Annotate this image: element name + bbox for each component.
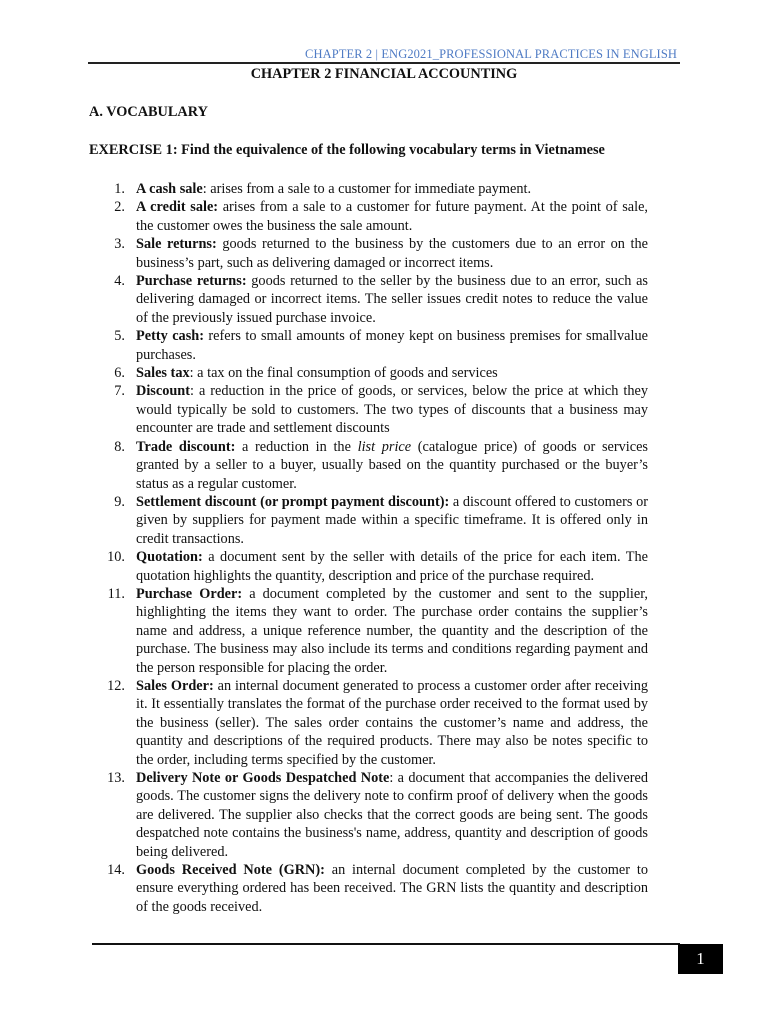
list-item	[90, 493, 648, 548]
item-definition: arises from a sale to a customer for future payment. At the point of sale, the customer owes the business the sale amount.	[136, 199, 648, 234]
item-term: Purchase Order:	[136, 585, 243, 602]
item-number: 12.	[107, 677, 125, 694]
item-definition: a discount offered to customers or given by suppliers for payment made within a specific timeframe. It is offered only in credit transactions.	[136, 493, 648, 547]
footer-divider	[92, 943, 680, 945]
list-item	[90, 327, 648, 364]
list-item	[90, 585, 648, 677]
item-definition: : arises from a sale to a customer for immediate payment.	[202, 181, 532, 197]
item-definition: refers to small amounts of money kept on business premises for smallvalue purchases.	[136, 328, 648, 363]
item-term: Sales tax	[136, 365, 190, 382]
item-term: Trade discount:	[136, 438, 236, 455]
item-number: 14.	[107, 862, 125, 879]
item-term: Petty cash:	[136, 328, 204, 345]
page-number: 1	[678, 944, 723, 974]
item-definition: : a document that accompanies the delivered goods. The customer signs the delivery note to confirm proof of delivery when the goods are delivered. The supplier also checks that the correct goods are being sent. The goods despatched note contains the business's name, address, quantity and description of goods being delivered.	[136, 770, 648, 860]
list-item	[90, 272, 648, 327]
section-heading: A. VOCABULARY	[89, 104, 208, 120]
item-definition: (catalogue price) of goods or services granted by a seller to a buyer, usually based on the quantity purchased or the buyer’s status as a regular customer.	[136, 438, 649, 492]
list-item	[90, 861, 648, 916]
item-definition: an internal document generated to process a customer order after receiving it. It essentially translates the format of the purchase order received to the format used by the business (seller). The sales order contains the customer’s name and address, the quantity and descriptions of the required products. There may also be notes specific to the order, including terms specified by the customer.	[136, 677, 648, 768]
list-item	[90, 180, 648, 198]
item-term: Purchase returns:	[136, 273, 247, 290]
item-term: Discount	[136, 383, 191, 400]
item-number: 2.	[114, 199, 125, 216]
item-number: 1.	[114, 181, 125, 197]
item-term: Sale returns:	[136, 236, 217, 253]
item-term: Delivery Note or Goods Despatched Note	[136, 770, 390, 786]
item-definition: : a reduction in the price of goods, or services, below the price at which they would typically be sold to customers. The two types of discounts that a business may encounter are trade and settlement discounts	[136, 383, 648, 437]
item-definition: goods returned to the seller by the business due to an error, such as delivering damaged or incorrect items. The seller issues credit notes to reduce the value of the previously issued purchase invoice.	[136, 273, 648, 326]
item-term: A cash sale	[136, 181, 203, 197]
running-header: CHAPTER 2 | ENG2021_PROFESSIONAL PRACTICES IN ENGLISH	[305, 47, 677, 61]
item-term: Quotation:	[136, 549, 203, 566]
list-item	[90, 677, 648, 769]
item-number: 9.	[114, 493, 125, 510]
chapter-title: CHAPTER 2 FINANCIAL ACCOUNTING	[250, 66, 518, 82]
item-definition: a document completed by the customer and sent to the supplier, highlighting the items they want to order. The purchase order contains the supplier’s name and address, a unique reference number, the quantity and the description of the purchase. The business may also include its terms and conditions regarding payment and the person responsible for placing the order.	[136, 585, 649, 676]
item-term: Settlement discount (or prompt payment discount):	[136, 493, 450, 510]
item-number: 5.	[114, 328, 125, 345]
item-number: 11.	[107, 585, 125, 602]
item-number: 10.	[107, 549, 125, 566]
item-definition: goods returned to the business by the customers due to an error on the business’s part, such as delivering damaged or incorrect items.	[136, 236, 648, 271]
vocabulary-list	[90, 180, 648, 916]
list-item	[90, 382, 648, 437]
item-number: 6.	[114, 365, 125, 382]
item-number: 4.	[114, 273, 125, 290]
item-definition-lead: a reduction in the	[235, 438, 358, 455]
item-term: Sales Order:	[136, 677, 214, 694]
item-term: Goods Received Note (GRN):	[136, 862, 325, 879]
list-item	[90, 198, 648, 235]
list-item	[90, 235, 648, 272]
header-divider	[88, 62, 680, 64]
list-item	[90, 364, 648, 382]
list-item	[90, 548, 648, 585]
item-number: 3.	[114, 236, 125, 253]
item-definition: : a tax on the final consumption of goods and services	[189, 365, 498, 382]
item-term: A credit sale:	[136, 199, 219, 216]
exercise-heading: EXERCISE 1: Find the equivalence of the following vocabulary terms in Vietnamese	[89, 142, 605, 158]
item-definition: an internal document completed by the customer to ensure everything ordered has been received. The GRN lists the quantity and description of the goods received.	[136, 862, 648, 915]
list-item	[90, 438, 648, 493]
item-number: 8.	[114, 438, 125, 455]
item-number: 13.	[107, 770, 125, 786]
item-number: 7.	[114, 383, 125, 400]
item-definition: a document sent by the seller with details of the price for each item. The quotation highlights the quantity, description and price of the purchase required.	[136, 549, 648, 584]
list-item	[90, 769, 648, 861]
item-emphasis: list price	[357, 438, 412, 455]
